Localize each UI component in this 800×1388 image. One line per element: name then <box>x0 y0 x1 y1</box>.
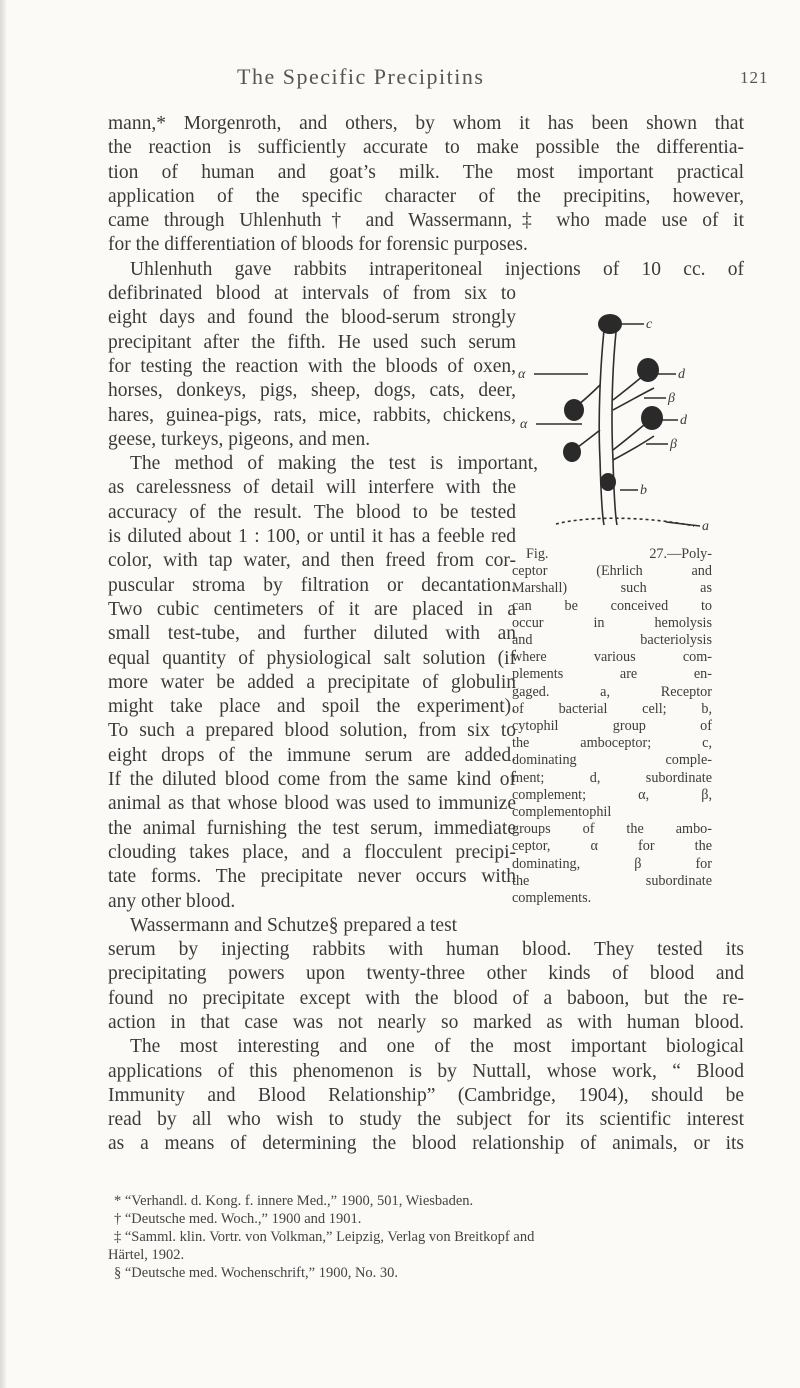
page-number: 121 <box>740 68 769 87</box>
running-head <box>0 64 800 94</box>
caption-line: complementophil <box>512 804 612 821</box>
text-line: Two cubic centimeters of it are placed in a <box>108 598 516 620</box>
text-line: application of the specific character of the precipitins, however, <box>108 185 744 207</box>
text-line: mann,* Morgenroth, and others, by whom it has been shown that <box>108 113 744 134</box>
caption-line: dominating comple- <box>512 752 712 769</box>
text-line: precipitating powers upon twenty-three other kinds of blood and <box>108 963 744 985</box>
text-line: the animal furnishing the test serum, immediate <box>108 817 516 839</box>
label-alpha-1: α <box>518 367 526 382</box>
text-line: as a means of determining the blood relationship of animals, or its <box>108 1133 744 1155</box>
footnote: ‡ “Samml. klin. Vortr. von Volkman,” Leipzig, Verlag von Breitkopf and <box>114 1229 535 1245</box>
text-line: any other blood. <box>108 890 236 912</box>
label-a: a <box>702 519 709 534</box>
caption-line: of bacterial cell; b, <box>512 700 712 717</box>
text-line: accuracy of the result. The blood to be tested <box>108 501 516 523</box>
caption-line: can be conceived to <box>512 597 712 614</box>
text-line: eight drops of the immune serum are added. <box>108 744 516 766</box>
text-line: animal as that whose blood was used to immunize <box>108 793 516 815</box>
label-b: b <box>640 483 647 498</box>
footnote: † “Deutsche med. Woch.,” 1900 and 1901. <box>114 1211 362 1227</box>
caption-line: dominating, β for <box>512 855 712 872</box>
caption-line: complement; α, β, <box>512 786 712 803</box>
text-line: defibrinated blood at intervals of from six to <box>108 283 516 305</box>
figure-27 <box>512 310 752 547</box>
footnote: Härtel, 1902. <box>108 1247 185 1263</box>
text-line: If the diluted blood come from the same kind of <box>108 769 516 791</box>
text-line: Wassermann and Schutze§ prepared a test <box>130 914 458 936</box>
text-line: as carelessness of detail will interfere with the <box>108 477 516 499</box>
caption-line: complements. <box>512 890 592 907</box>
caption-line: occur in hemolysis <box>512 614 712 631</box>
text-line: Immunity and Blood Relationship” (Cambridge, 1904), should be <box>108 1084 744 1106</box>
caption-line: and bacteriolysis <box>512 632 712 649</box>
label-beta-2: β <box>670 437 677 452</box>
caption-line: the subordinate <box>512 872 712 889</box>
text-line: applications of this phenomenon is by Nuttall, whose work, “ Blood <box>108 1060 744 1082</box>
text-line: clouding takes place, and a flocculent precipi- <box>108 841 516 863</box>
polyceptor-diagram <box>516 310 716 542</box>
text-line: color, with tap water, and then freed from cor- <box>108 550 516 572</box>
label-d-2: d <box>680 413 687 428</box>
text-line: The method of making the test is important, <box>130 453 538 475</box>
label-c: c <box>646 317 653 332</box>
caption-line: gaged. a, Receptor <box>512 683 712 700</box>
text-line: tate forms. The precipitate never occurs with <box>108 866 516 888</box>
text-line: action in that case was not nearly so marked as with human blood. <box>108 1011 744 1033</box>
figure-caption <box>512 546 712 907</box>
text-line: equal quantity of physiological salt solution (if <box>108 647 516 669</box>
caption-line: ceptor, α for the <box>512 838 712 855</box>
text-line: eight days and found the blood-serum strongly <box>108 307 516 329</box>
caption-line: plements are en- <box>512 666 712 683</box>
text-line: hares, guinea-pigs, rats, mice, rabbits, chickens, <box>108 404 516 426</box>
caption-line: groups of the ambo- <box>512 821 712 838</box>
text-line: for testing the reaction with the bloods of oxen, <box>108 355 516 377</box>
text-line: To such a prepared blood solution, from six to <box>108 720 516 742</box>
text-line: is diluted about 1 : 100, or until it has a feeble red <box>108 526 516 548</box>
label-alpha-2: α <box>520 417 528 432</box>
caption-line: where various com- <box>512 649 712 666</box>
caption-line: the amboceptor; c, <box>512 735 712 752</box>
text-line: came through Uhlenhuth† and Wassermann,‡ who made use of it <box>108 210 744 232</box>
text-line: for the differentiation of bloods for forensic purposes. <box>108 234 528 256</box>
text-line: tion of human and goat’s milk. The most important practical <box>108 161 744 183</box>
paragraph-top <box>108 112 744 282</box>
caption-line: ceptor (Ehrlich and <box>512 563 712 580</box>
caption-line: Fig. 27.—Poly- <box>526 546 712 562</box>
text-line: the reaction is sufficiently accurate to make possible the differentia- <box>108 137 744 159</box>
text-line: geese, turkeys, pigeons, and men. <box>108 428 371 450</box>
text-line: more water be added a precipitate of globulin <box>108 671 516 693</box>
text-line: The most interesting and one of the most important biological <box>130 1036 744 1058</box>
footnotes <box>108 1192 744 1282</box>
text-line: horses, donkeys, pigs, sheep, dogs, cats, deer, <box>108 380 516 402</box>
footnote: § “Deutsche med. Wochenschrift,” 1900, No. 30. <box>114 1265 399 1281</box>
caption-line: Marshall) such as <box>512 580 712 597</box>
page-edge <box>0 0 6 1388</box>
text-line: precipitant after the fifth. He used such serum <box>108 331 516 353</box>
text-line: might take place and spoil the experiment). <box>108 696 516 718</box>
text-line: serum by injecting rabbits with human blood. They tested its <box>108 939 744 961</box>
footnote: * “Verhandl. d. Kong. f. innere Med.,” 1900, 501, Wiesbaden. <box>114 1193 474 1209</box>
label-d-1: d <box>678 367 685 382</box>
paragraph-bottom <box>108 938 744 1157</box>
text-line: small test-tube, and further diluted with an <box>108 623 516 645</box>
caption-line: ment; d, subordinate <box>512 769 712 786</box>
text-line: read by all who wish to study the subject for its scientific interest <box>108 1109 744 1131</box>
caption-line: cytophil group of <box>512 718 712 735</box>
page-title: The Specific Precipitins <box>237 64 485 89</box>
text-line: Uhlenhuth gave rabbits intraperitoneal injections of 10 cc. of <box>130 258 744 280</box>
text-line: found no precipitate except with the blood of a baboon, but the re- <box>108 987 744 1009</box>
text-line: puscular stroma by filtration or decantation. <box>108 574 516 596</box>
label-beta-1: β <box>668 391 675 406</box>
